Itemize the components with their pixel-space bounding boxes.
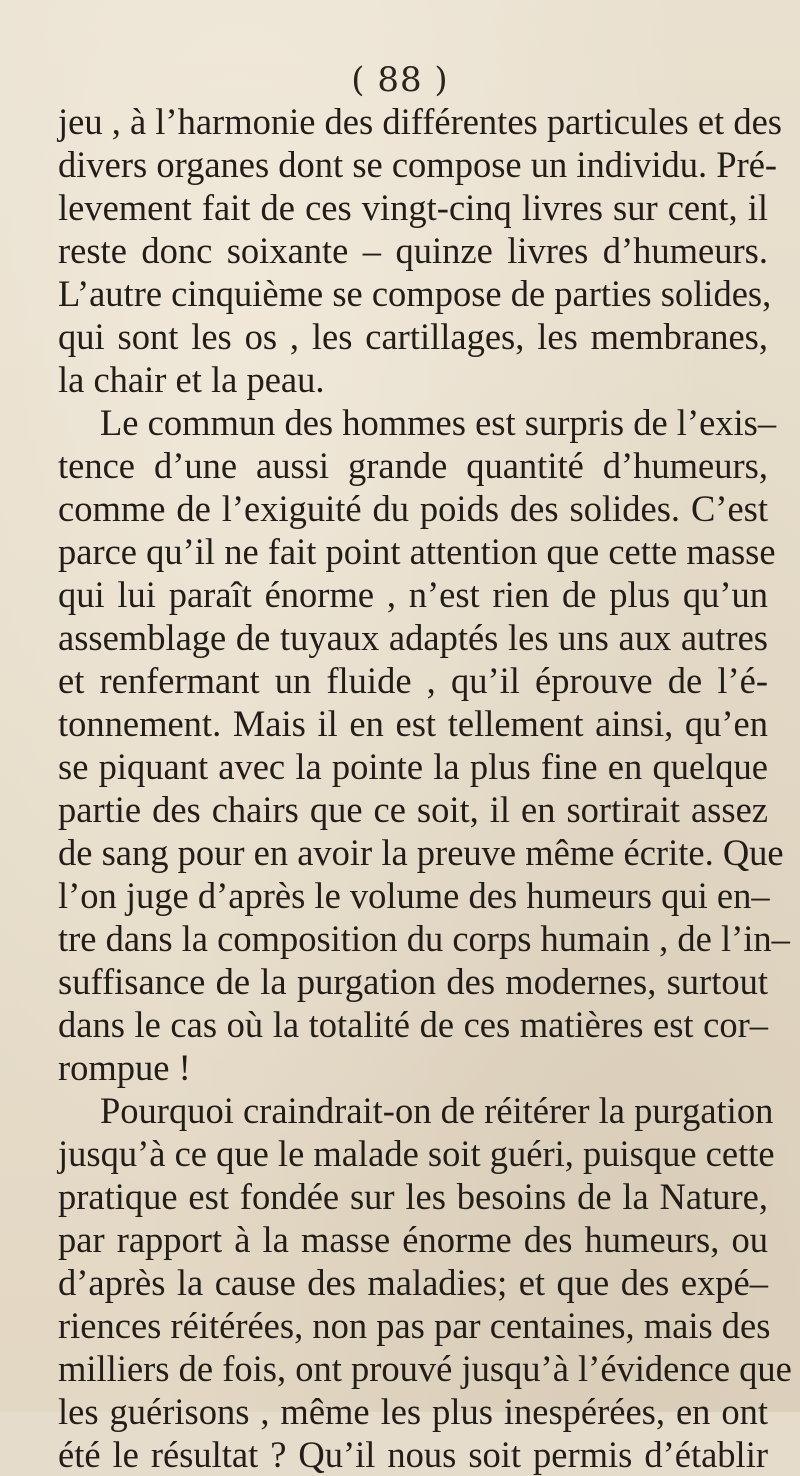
text-line: par rapport à la masse énorme des humeurs, ou <box>58 1219 768 1260</box>
text-line: levement fait de ces vingt-cinq livres sur cent, il <box>58 187 768 228</box>
text-line: riences réitérées, non pas par centaines, mais des <box>58 1305 771 1346</box>
text-line: jusqu’à ce que le malade soit guéri, puisque cette <box>58 1133 775 1174</box>
text-line: milliers de fois, ont prouvé jusqu’à l’évidence que <box>58 1348 792 1389</box>
text-line: jeu , à l’harmonie des différentes particules et des <box>58 101 782 142</box>
text-line: d’après la cause des maladies; et que des expé– <box>58 1262 768 1303</box>
text-line: reste donc soixante – quinze livres d’humeurs. <box>58 230 768 271</box>
text-line: qui lui paraît énorme , n’est rien de plus qu’un <box>58 574 768 615</box>
paragraph-start-line: Pourquoi craindrait-on de réitérer la purgation <box>100 1090 774 1131</box>
page-number: ( 88 ) <box>351 60 449 100</box>
text-line: assemblage de tuyaux adaptés les uns aux autres <box>58 617 768 658</box>
text-line: été le résultat ? Qu’il nous soit permis d’établir <box>58 1434 768 1475</box>
text-line: les guérisons , même les plus inespérées, en ont <box>58 1391 768 1432</box>
text-line: tre dans la composition du corps humain , de l’in– <box>58 918 790 959</box>
text-line: l’on juge d’après le volume des humeurs qui en– <box>58 875 770 916</box>
text-line: rompue ! <box>58 1047 191 1088</box>
text-line: qui sont les os , les cartillages, les membranes, <box>58 316 768 357</box>
text-line: tence d’une aussi grande quantité d’humeurs, <box>58 445 768 486</box>
text-line: comme de l’exiguité du poids des solides. C’est <box>58 488 768 529</box>
text-line: suffisance de la purgation des modernes, surtout <box>58 961 768 1002</box>
text-line: de sang pour en avoir la preuve même écrite. Que <box>58 832 784 873</box>
text-line: et renfermant un fluide , qu’il éprouve de l’é- <box>58 660 768 701</box>
text-line: se piquant avec la pointe la plus fine en quelque <box>58 746 768 787</box>
text-line: pratique est fondée sur les besoins de la Nature, <box>58 1176 768 1217</box>
text-line: partie des chairs que ce soit, il en sortirait assez <box>58 789 768 830</box>
text-line: L’autre cinquième se compose de parties solides, <box>58 273 772 314</box>
paragraph-start-line: Le commun des hommes est surpris de l’exis– <box>100 402 777 443</box>
text-line: parce qu’il ne fait point attention que cette masse <box>58 531 776 572</box>
text-line: divers organes dont se compose un individu. Pré- <box>58 144 778 185</box>
text-line: la chair et la peau. <box>58 359 325 400</box>
text-line: dans le cas où la totalité de ces matières est cor– <box>58 1004 768 1045</box>
text-line: tonnement. Mais il en est tellement ainsi, qu’en <box>58 703 768 744</box>
body-text <box>58 100 792 1476</box>
